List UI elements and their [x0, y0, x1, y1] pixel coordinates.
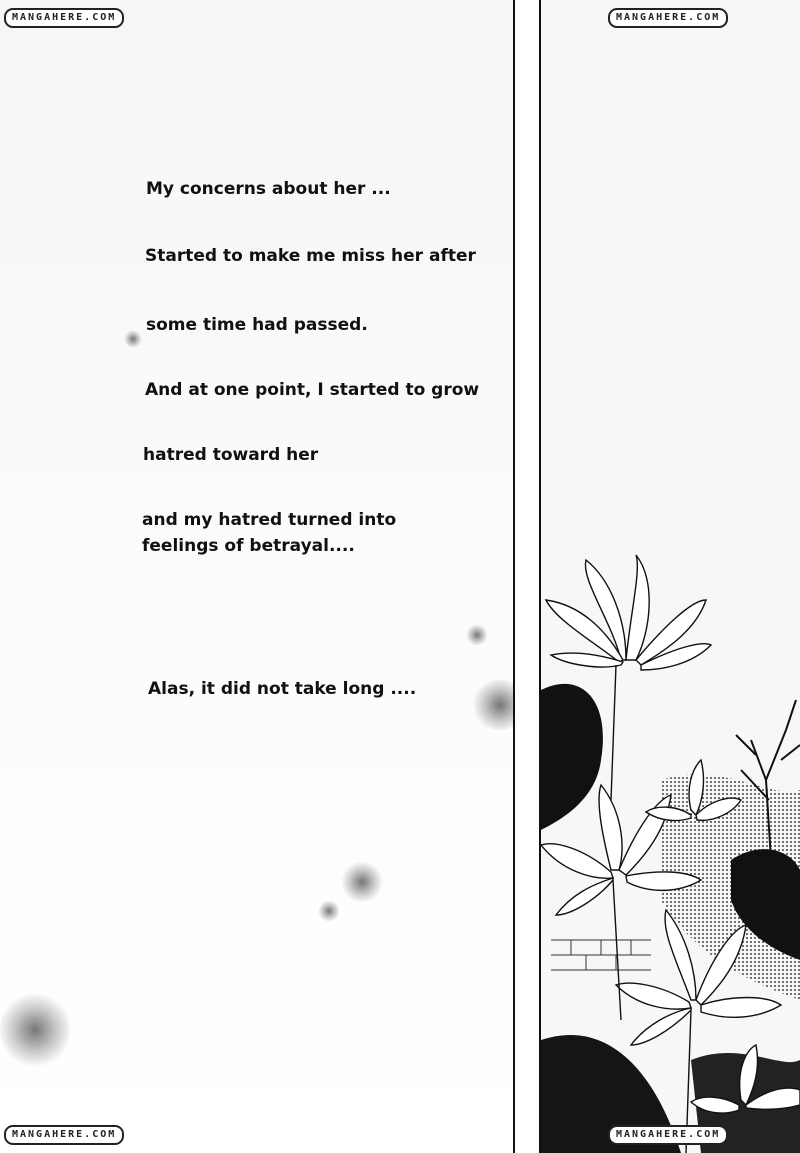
sparkle [466, 624, 488, 646]
sparkle [124, 330, 142, 348]
watermark-top-right: MANGAHERE.COM [608, 8, 728, 28]
sparkle [318, 900, 340, 922]
panel-border [513, 0, 515, 1153]
narration-line-5: hatred toward her [143, 445, 319, 465]
narration-line-1: My concerns about her ... [146, 179, 391, 199]
panel-gutter [513, 0, 541, 1153]
watermark-bottom-left: MANGAHERE.COM [4, 1125, 124, 1145]
lotus-illustration [541, 0, 800, 1153]
narration-line-4: And at one point, I started to grow [145, 380, 480, 400]
sparkle [340, 862, 384, 902]
lotus-panel [541, 0, 800, 1153]
narration-line-3: some time had passed. [146, 315, 368, 335]
narration-line-8: Alas, it did not take long .... [148, 679, 417, 699]
narration-line-2: Started to make me miss her after [145, 246, 476, 266]
sparkle [0, 990, 70, 1070]
watermark-bottom-right: MANGAHERE.COM [608, 1125, 728, 1145]
narration-line-7: feelings of betrayal.... [142, 536, 355, 556]
narration-line-6: and my hatred turned into [142, 510, 397, 530]
watermark-top-left: MANGAHERE.COM [4, 8, 124, 28]
